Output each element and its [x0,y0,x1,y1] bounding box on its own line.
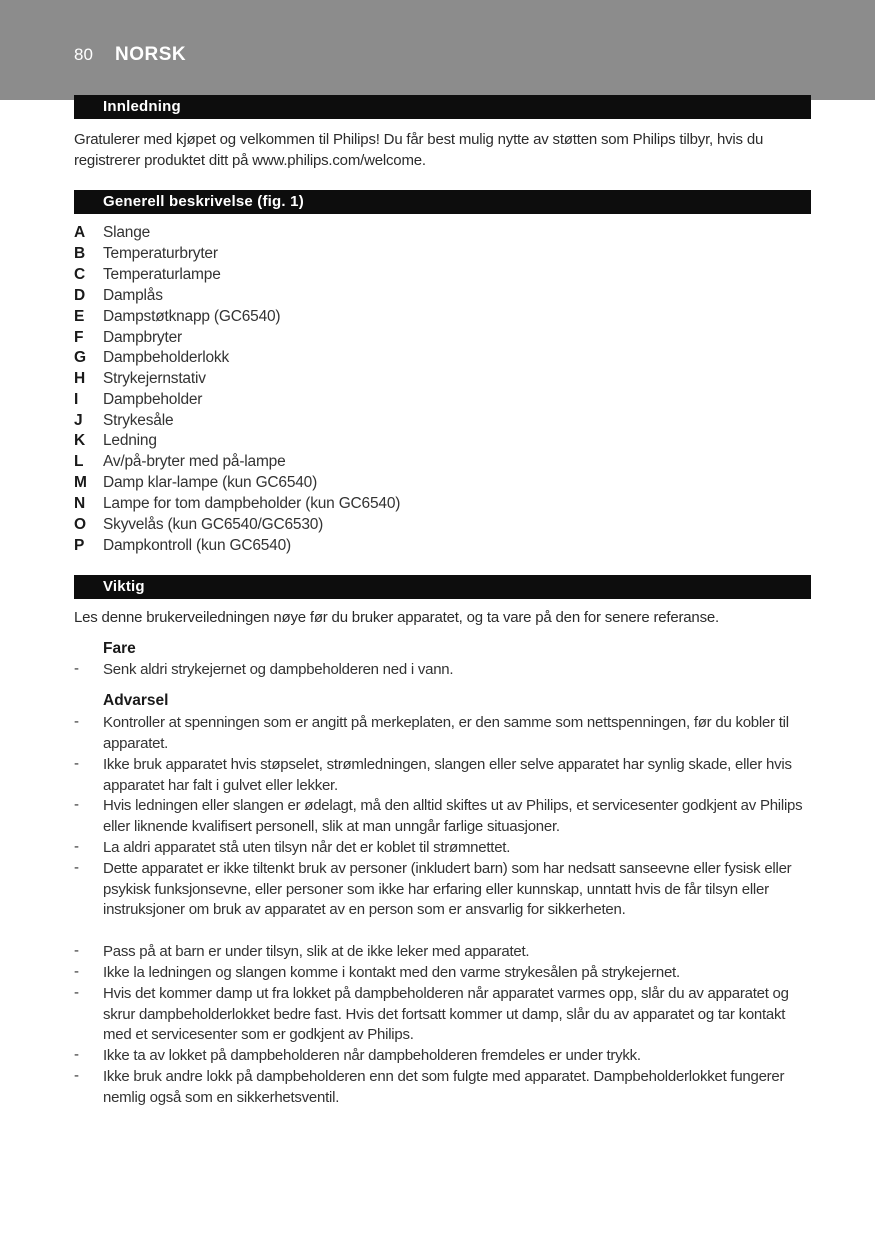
part-letter: C [74,266,86,283]
part-letter: F [74,329,84,346]
part-letter: D [74,287,86,304]
page-header [0,0,875,100]
important-paragraph: Les denne brukerveiledningen nøye før du bruker apparatet, og ta vare på den for senere referanse. [74,609,719,626]
part-name: Skyvelås (kun GC6540/GC6530) [103,516,324,533]
warning-item: Dette apparatet er ikke tiltenkt bruk av personer (inkludert barn) som har nedsatt sanseevne eller fysisk eller psykisk funksjonsevne, eller personer som ikke har erfaring eller kunnskap, unntatt hvis de får tilsyn eller instruksjoner om bruk av apparatet av en person som er ansvarlig for sikkerheten. [103,860,792,919]
bullet-dash: - [74,660,79,677]
part-letter: E [74,308,85,325]
part-letter: H [74,370,86,387]
part-name: Damp klar-lampe (kun GC6540) [103,474,318,491]
bullet-dash: - [74,859,79,876]
part-name: Dampbryter [103,329,182,346]
part-letter: P [74,537,85,554]
part-letter: J [74,412,83,429]
part-name: Slange [103,224,151,241]
part-letter: A [74,224,86,241]
bullet-dash: - [74,796,79,813]
warning-item: Ikke bruk andre lokk på dampbeholderen enn det som fulgte med apparatet. Dampbeholderlokket fungerer nemlig også som en sikkerhetsventil. [103,1068,785,1106]
part-name: Dampbeholderlokk [103,349,230,366]
part-name: Dampkontroll (kun GC6540) [103,537,291,554]
section-header-description [74,190,811,214]
part-name: Dampstøtknapp (GC6540) [103,308,281,325]
warning-item: Ikke bruk apparatet hvis støpselet, strømledningen, slangen eller selve apparatet har synlig skade, eller hvis apparatet har falt i gulvet eller lekker. [103,756,792,794]
part-name: Temperaturbryter [103,245,218,262]
section-title-intro: Innledning [103,98,181,115]
part-name: Ledning [103,432,157,449]
part-letter: B [74,245,86,262]
part-letter: M [74,474,87,491]
warning-item: Pass på at barn er under tilsyn, slik at de ikke leker med apparatet. [103,943,530,960]
part-name: Damplås [103,287,163,304]
bullet-dash: - [74,963,79,980]
section-title-description: Generell beskrivelse (fig. 1) [103,193,304,210]
part-letter: N [74,495,86,512]
section-header-intro [74,95,811,119]
bullet-dash: - [74,838,79,855]
part-letter: O [74,516,87,533]
part-name: Strykejernstativ [103,370,206,387]
language-label: NORSK [115,44,187,65]
bullet-dash: - [74,1046,79,1063]
danger-item: Senk aldri strykejernet og dampbeholderen ned i vann. [103,661,454,678]
page-number: 80 [74,45,93,64]
intro-paragraph: Gratulerer med kjøpet og velkommen til Philips! Du får best mulig nytte av støtten som Philips tilbyr, hvis du registrerer produktet ditt på www.philips.com/welcome. [74,131,764,169]
part-name: Lampe for tom dampbeholder (kun GC6540) [103,495,401,512]
part-letter: I [74,391,79,408]
section-title-important: Viktig [103,578,145,595]
bullet-dash: - [74,1067,79,1084]
warning-item: Ikke ta av lokket på dampbeholderen når dampbeholderen fremdeles er under trykk. [103,1047,641,1064]
section-header-important [74,575,811,599]
bullet-dash: - [74,984,79,1001]
warning-item: Kontroller at spenningen som er angitt på merkeplaten, er den samme som nettspenningen, før du kobler til apparatet. [103,714,789,752]
danger-heading: Fare [103,640,136,657]
warning-item: La aldri apparatet stå uten tilsyn når det er koblet til strømnettet. [103,839,511,856]
part-letter: K [74,432,86,449]
bullet-dash: - [74,713,79,730]
bullet-dash: - [74,755,79,772]
warning-item: Hvis det kommer damp ut fra lokket på dampbeholderen når apparatet varmes opp, slår du av apparatet og skrur dampbeholderlokket bedre fast. Hvis det fortsatt kommer ut damp, slår du av apparatet og tar kontakt med et servicesenter som er godkjent av Philips. [103,985,789,1044]
warning-item: Hvis ledningen eller slangen er ødelagt, må den alltid skiftes ut av Philips, et servicesenter godkjent av Philips eller liknende kvalifisert personell, slik at man unngår farlige situasjoner. [103,797,803,835]
part-name: Strykesåle [103,412,174,429]
part-letter: G [74,349,87,366]
warning-item: Ikke la ledningen og slangen komme i kontakt med den varme strykesålen på strykejernet. [103,964,680,981]
part-name: Av/på-bryter med på-lampe [103,453,286,470]
bullet-dash: - [74,942,79,959]
part-letter: L [74,453,84,470]
part-name: Temperaturlampe [103,266,221,283]
part-name: Dampbeholder [103,391,203,408]
warning-heading: Advarsel [103,692,169,709]
